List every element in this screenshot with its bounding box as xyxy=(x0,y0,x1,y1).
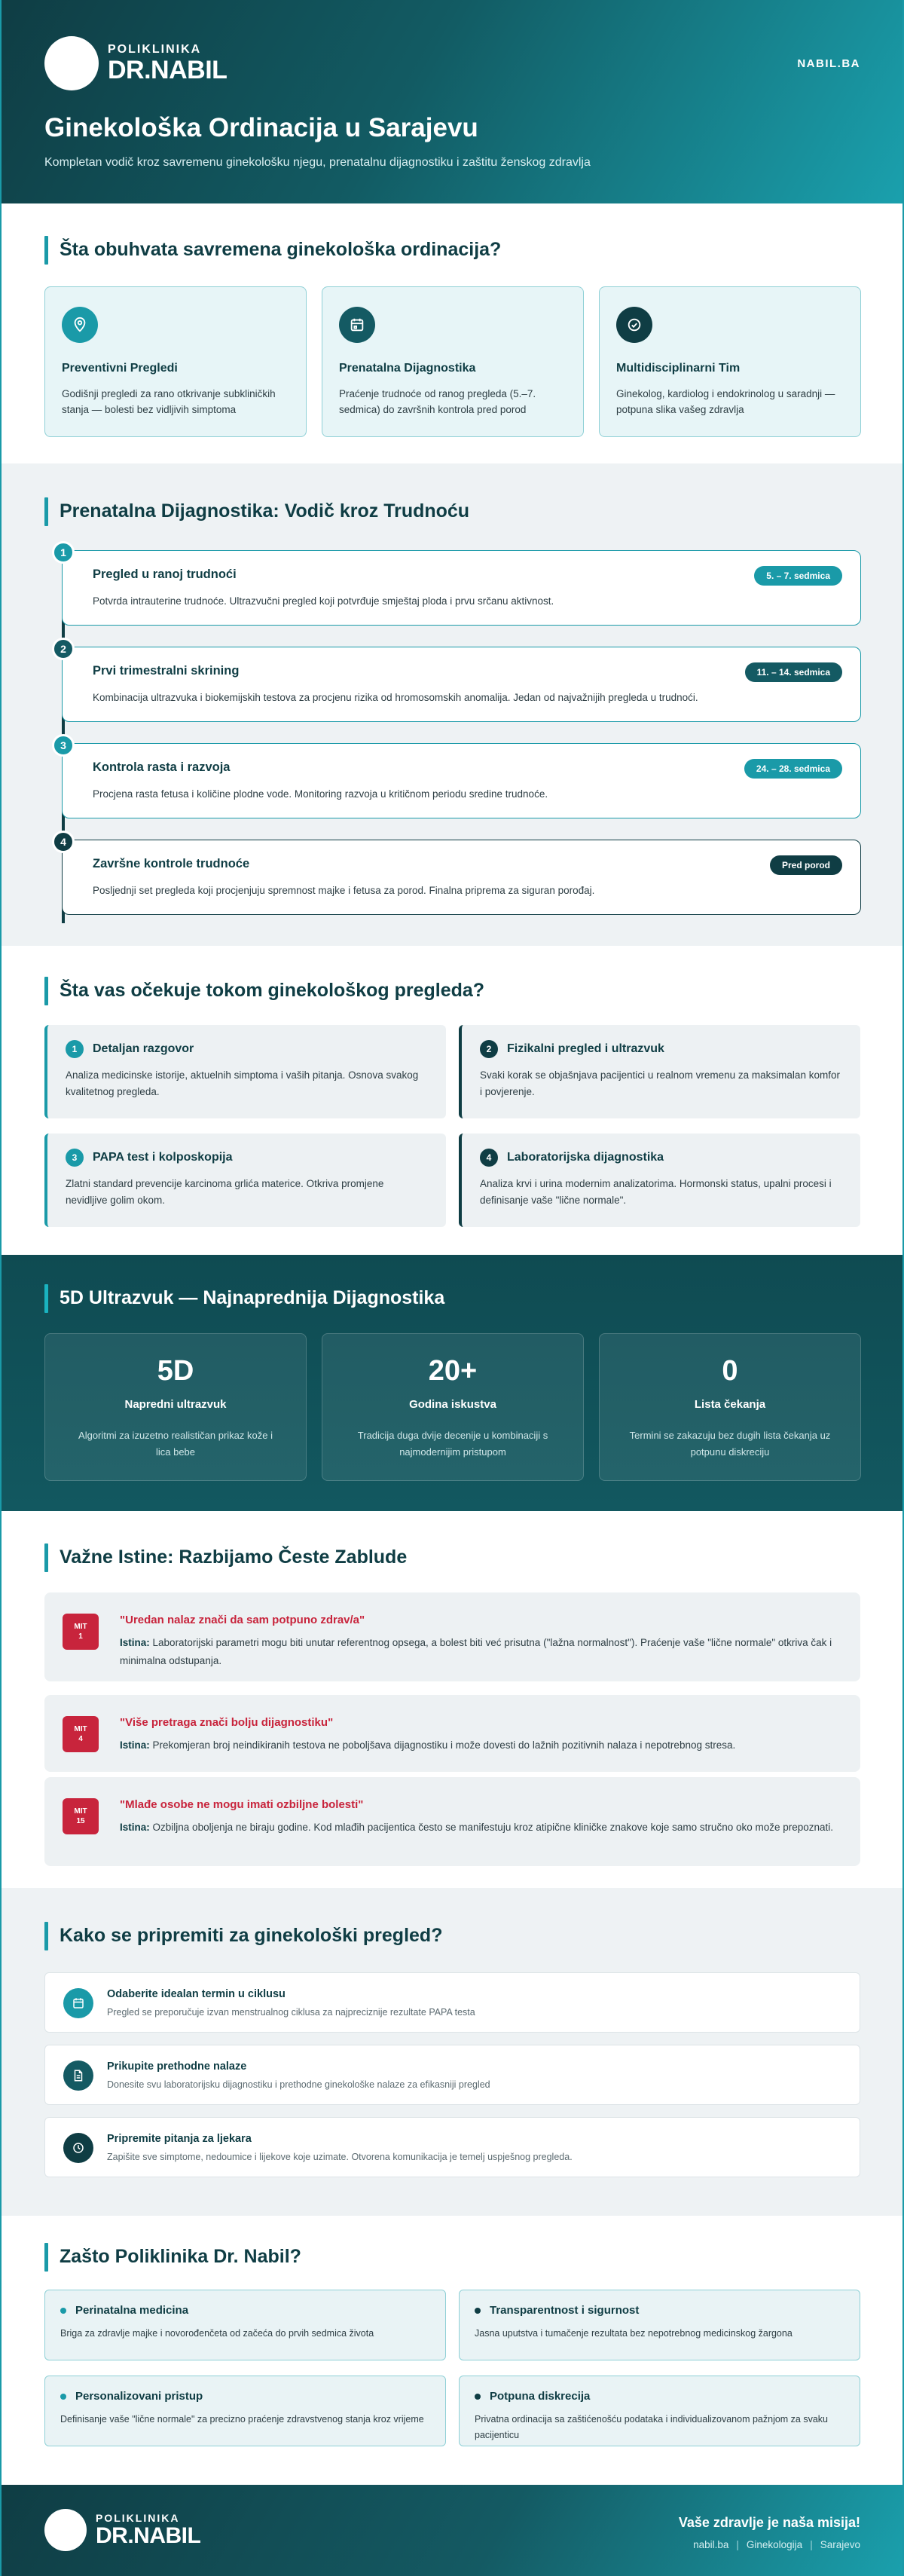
exam-step-title: PAPA test i kolposkopija xyxy=(93,1151,233,1164)
calendar-icon xyxy=(339,307,375,343)
prep-title: Kako se pripremiti za ginekološki pregled? xyxy=(44,1925,442,1947)
site-link[interactable]: NABIL.BA xyxy=(797,57,860,70)
myths-section xyxy=(2,1511,902,1888)
myth-statement: "Više pretraga znači bolju dijagnostiku" xyxy=(120,1716,334,1729)
expect-title: Šta vas očekuje tokom ginekološkog pregleda? xyxy=(44,980,484,1002)
stat-label: Lista čekanja xyxy=(694,1398,766,1411)
document-icon xyxy=(63,2060,93,2091)
prep-item-text: Donesite svu laboratorijsku dijagnostiku i prethodne ginekološke nalaze za efikasniji pregled xyxy=(107,2079,490,2090)
exam-step-text: Analiza medicinske istorije, aktuelnih simptoma i vaših pitanja. Osnova svakog kvalitetnog pregleda. xyxy=(66,1069,419,1097)
clock-icon xyxy=(63,2133,93,2163)
exam-step-card xyxy=(459,1134,860,1227)
step-text: Kombinacija ultrazvuka i biokemijskih testova za procjenu rizika od hromosomskih anomalija. Jedan od najvažnijih pregleda u trudnoći. xyxy=(93,692,698,703)
logo-top-text: POLIKLINIKA xyxy=(108,43,202,56)
step-text: Procjena rasta fetusa i količine plodne vode. Monitoring razvoja u kritičnom periodu sredine trudnoće. xyxy=(93,788,548,800)
step-number-badge: 1 xyxy=(66,1040,84,1058)
ultrasound-section xyxy=(2,1255,902,1511)
step-number-badge: 3 xyxy=(66,1149,84,1167)
exam-step-card xyxy=(459,1025,860,1118)
myth-badge: MIT 15 xyxy=(63,1798,99,1834)
exam-step-title: Fizikalni pregled i ultrazvuk xyxy=(507,1042,664,1055)
feature-card xyxy=(322,286,584,437)
step-title: Pregled u ranoj trudnoći xyxy=(93,568,237,581)
step-number: 2 xyxy=(52,638,75,660)
logo-bottom-text: DR.NABIL xyxy=(108,56,228,84)
footer-mission: Vaše zdravlje je naša misija! xyxy=(678,2515,860,2530)
calendar-icon xyxy=(63,1988,93,2018)
logo-top-text: POLIKLINIKA xyxy=(96,2512,180,2524)
prep-item-title: Pripremite pitanja za ljekara xyxy=(107,2133,252,2145)
timeline-step xyxy=(60,836,861,915)
benefit-title: Personalizovani pristup xyxy=(75,2390,203,2403)
feature-card xyxy=(599,286,861,437)
feature-card xyxy=(44,286,307,437)
step-number: 3 xyxy=(52,734,75,757)
footer-logo[interactable] xyxy=(44,2509,200,2551)
feature-card-title: Preventivni Pregledi xyxy=(62,362,178,375)
logo-mark xyxy=(44,2509,87,2551)
timeline-step xyxy=(60,739,861,818)
myth-card xyxy=(44,1777,860,1866)
step-title: Prvi trimestralni skrining xyxy=(93,664,240,678)
exam-step-text: Analiza krvi i urina modernim analizatorima. Hormonski status, upalni procesi i definisanje vaše "lične normale". xyxy=(480,1178,832,1206)
feature-card-text: Ginekolog, kardiolog i endokrinolog u saradnji — potpuna slika vašeg zdravlja xyxy=(616,388,835,415)
link-separator: | xyxy=(736,2539,739,2550)
exam-step-text: Zlatni standard prevencije karcinoma grlića materice. Otkriva promjene nevidljive golim okom. xyxy=(66,1178,384,1206)
stat-card xyxy=(44,1333,307,1481)
prep-item-text: Zapišite sve simptome, nedoumice i lijekove koje uzimate. Otvorena komunikacija je temelj uspješnog pregleda. xyxy=(107,2152,573,2162)
stat-value: 5D xyxy=(157,1355,194,1387)
benefit-text: Privatna ordinacija sa zaštićenošću podataka i individualizovanom pažnjom za svaku pacijenticu xyxy=(475,2414,829,2440)
feature-card-text: Praćenje trudnoće od ranog pregleda (5.–7. sedmica) do završnih kontrola pred porod xyxy=(339,388,536,415)
exam-step-title: Detaljan razgovor xyxy=(93,1042,194,1055)
timeline-step xyxy=(60,643,861,722)
myth-truth: Istina: Ozbiljna oboljenja ne biraju godine. Kod mlađih pacijentica često se manifestuju kroz atipične kliničke znakove koje samo stručno oko može prepoznati. xyxy=(120,1822,834,1833)
bullet-dot xyxy=(60,2394,66,2400)
stat-description: Termini se zakazuju bez dugih lista čekanja uz potpunu diskreciju xyxy=(629,1430,831,1458)
feature-card-title: Multidisciplinarni Tim xyxy=(616,362,741,375)
myth-card xyxy=(44,1695,860,1772)
prep-item-title: Prikupite prethodne nalaze xyxy=(107,2060,247,2073)
prep-section xyxy=(2,1888,902,2216)
step-title: Kontrola rasta i razvoja xyxy=(93,760,231,774)
footer-link-city[interactable]: Sarajevo xyxy=(820,2539,860,2550)
step-title: Završne kontrole trudnoće xyxy=(93,857,250,870)
week-badge: 11. – 14. sedmica xyxy=(745,662,842,682)
exam-step-title: Laboratorijska dijagnostika xyxy=(507,1151,664,1164)
footer-link-site[interactable]: nabil.ba xyxy=(693,2539,729,2550)
stat-card xyxy=(322,1333,584,1481)
stat-value: 0 xyxy=(722,1355,738,1387)
prep-item-title: Odaberite idealan termin u ciklusu xyxy=(107,1988,286,2000)
bullet-dot xyxy=(475,2394,481,2400)
logo-mark xyxy=(44,36,99,90)
stat-label: Napredni ultrazvuk xyxy=(124,1398,227,1411)
myths-title: Važne Istine: Razbijamo Česte Zablude xyxy=(44,1547,407,1568)
stat-label: Godina iskustva xyxy=(409,1398,496,1411)
myth-badge: MIT 1 xyxy=(63,1614,99,1650)
stat-value: 20+ xyxy=(428,1355,478,1387)
step-number: 4 xyxy=(52,831,75,853)
bullet-dot xyxy=(475,2308,481,2314)
benefit-text: Definisanje vaše "lične normale" za precizno praćenje zdravstvenog stanja kroz vrijeme xyxy=(60,2414,424,2425)
benefit-title: Perinatalna medicina xyxy=(75,2304,189,2317)
prep-item xyxy=(44,2045,860,2105)
benefit-card xyxy=(44,2376,446,2446)
overview-section xyxy=(2,203,902,463)
prep-item xyxy=(44,1972,860,2033)
prep-item-text: Pregled se preporučuje izvan menstrualnog ciklusa za najpreciznije rezultate PAPA testa xyxy=(107,2007,475,2018)
expect-section xyxy=(2,946,902,1255)
logo-bottom-text: DR.NABIL xyxy=(96,2523,201,2548)
link-separator: | xyxy=(810,2539,813,2550)
myth-badge: MIT 4 xyxy=(63,1716,99,1752)
overview-title: Šta obuhvata savremena ginekološka ordinacija? xyxy=(44,239,501,261)
benefit-title: Potpuna diskrecija xyxy=(490,2390,591,2403)
step-number-badge: 2 xyxy=(480,1040,498,1058)
feature-card-title: Prenatalna Dijagnostika xyxy=(339,362,476,375)
myth-truth: Istina: Laboratorijski parametri mogu biti unutar referentnog opsega, a bolest biti već prisutna ("lažna normalnost"). Praćenje vaše "lične normale" otkriva čak i minimalna odstupanja. xyxy=(120,1637,832,1666)
exam-step-card xyxy=(44,1025,446,1118)
week-badge: 5. – 7. sedmica xyxy=(754,566,842,586)
map-pin-icon xyxy=(62,307,98,343)
myth-statement: "Mlađe osobe ne mogu imati ozbiljne bolesti" xyxy=(120,1798,364,1811)
exam-step-card xyxy=(44,1134,446,1227)
myth-truth: Istina: Prekomjeran broj neindikiranih testova ne poboljšava dijagnostiku i može dovesti do lažnih pozitivnih nalaza i nepotrebnog stresa. xyxy=(120,1739,736,1751)
benefit-text: Jasna uputstva i tumačenje rezultata bez nepotrebnog medicinskog žargona xyxy=(475,2328,793,2339)
step-number: 1 xyxy=(52,541,75,564)
exam-step-text: Svaki korak se objašnjava pacijentici u realnom vremenu za maksimalan komfor i povjerenje. xyxy=(480,1069,840,1097)
page-subtitle: Kompletan vodič kroz savremenu ginekološku njegu, prenatalnu dijagnostiku i zaštitu ženskog zdravlja xyxy=(44,156,591,169)
site-footer xyxy=(2,2485,902,2576)
benefit-title: Transparentnost i sigurnost xyxy=(490,2304,640,2317)
footer-links xyxy=(693,2539,860,2550)
myth-card xyxy=(44,1592,860,1681)
prep-item xyxy=(44,2117,860,2177)
timeline-step xyxy=(60,546,861,626)
feature-card-text: Godišnji pregledi za rano otkrivanje subkliničkih stanja — bolesti bez vidljivih simptoma xyxy=(62,388,276,415)
stat-description: Tradicija duga dvije decenije u kombinaciji s najmodernijim pristupom xyxy=(357,1430,548,1458)
stat-description: Algoritmi za izuzetno realističan prikaz kože i lica bebe xyxy=(78,1430,273,1458)
week-badge: Pred porod xyxy=(770,855,842,875)
bullet-dot xyxy=(60,2308,66,2314)
prenatal-section xyxy=(2,463,902,946)
benefit-card xyxy=(459,2376,860,2446)
step-text: Potvrda intrauterine trudnoće. Ultrazvučni pregled koji potvrđuje smještaj ploda i prvu srčanu aktivnost. xyxy=(93,595,554,607)
benefit-text: Briga za zdravlje majke i novorođenčeta od začeća do prvih sedmica života xyxy=(60,2328,374,2339)
myth-statement: "Uredan nalaz znači da sam potpuno zdrav/a" xyxy=(120,1614,365,1626)
week-badge: 24. – 28. sedmica xyxy=(744,759,842,779)
check-circle-icon xyxy=(616,307,652,343)
step-text: Posljednji set pregleda koji procjenjuju spremnost majke i fetusa za porod. Finalna priprema za siguran porođaj. xyxy=(93,885,595,896)
footer-link-gynecology[interactable]: Ginekologija xyxy=(746,2539,803,2550)
ultrasound-title: 5D Ultrazvuk — Najnaprednija Dijagnostika xyxy=(44,1287,444,1309)
benefit-card xyxy=(44,2290,446,2360)
page-title: Ginekološka Ordinacija u Sarajevu xyxy=(44,113,478,142)
site-header xyxy=(2,0,902,203)
why-title: Zašto Poliklinika Dr. Nabil? xyxy=(44,2246,301,2268)
benefit-card xyxy=(459,2290,860,2360)
header-logo[interactable] xyxy=(44,36,227,90)
step-number-badge: 4 xyxy=(480,1149,498,1167)
stat-card xyxy=(599,1333,861,1481)
why-section xyxy=(2,2216,902,2485)
prenatal-title: Prenatalna Dijagnostika: Vodič kroz Trudnoću xyxy=(44,500,469,522)
